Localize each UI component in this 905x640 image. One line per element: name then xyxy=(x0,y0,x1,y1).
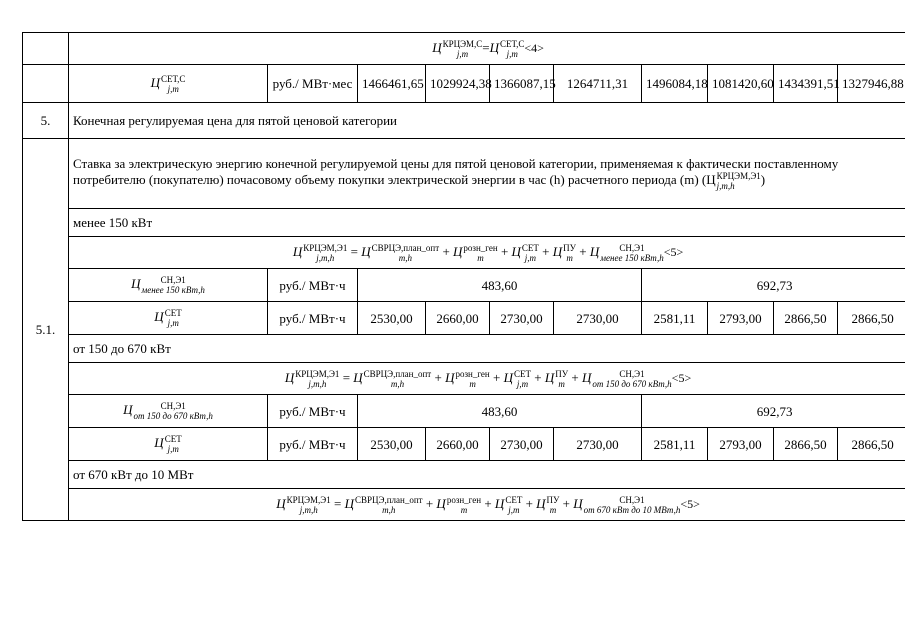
row-label: Ц СЕТ j,m xyxy=(69,302,268,335)
group-formula-row xyxy=(23,489,905,521)
row-label: Ц СЕТ,С j,m xyxy=(69,65,268,103)
tariff-table xyxy=(22,32,905,521)
value-cell: 2581,11 xyxy=(642,302,708,335)
group-formula: Ц КРЦЭМ,Э1 j,m,h = Ц СВРЦЭ,план_опт m,h + Ц розн_ген m + Ц СЕТ j,m + Ц ПУ m + Ц СН,Э1 от 150 до 670 кВт,h <5> xyxy=(69,363,905,395)
value-cell: 692,73 xyxy=(642,269,905,302)
value-cell: 2866,50 xyxy=(774,302,838,335)
row-label: Ц СЕТ j,m xyxy=(69,428,268,461)
value-cell: 1081420,60 xyxy=(708,65,774,103)
formula-top: Ц КРЦЭМ,С j,m =Ц СЕТ,С j,m <4> xyxy=(69,33,905,65)
group-title-row xyxy=(23,209,905,237)
group-formula: Ц КРЦЭМ,Э1 j,m,h = Ц СВРЦЭ,план_опт m,h + Ц розн_ген m + Ц СЕТ j,m + Ц ПУ m + Ц СН,Э1 от 670 кВт до 10 МВт,h <5> xyxy=(69,489,905,521)
value-cell: 1029924,38 xyxy=(426,65,490,103)
value-cell: 1434391,51 xyxy=(774,65,838,103)
row-cet-c xyxy=(23,65,905,103)
value-cell: 2730,00 xyxy=(490,302,554,335)
value-cell: 1264711,31 xyxy=(554,65,642,103)
unit-cell: руб./ МВт·ч xyxy=(268,428,358,461)
group-title: от 150 до 670 кВт xyxy=(69,335,905,363)
group-title: от 670 кВт до 10 МВт xyxy=(69,461,905,489)
value-cell: 1366087,15 xyxy=(490,65,554,103)
row-sn xyxy=(23,269,905,302)
section-5-1-row xyxy=(23,139,905,209)
value-cell: 2793,00 xyxy=(708,302,774,335)
value-cell: 1496084,18 xyxy=(642,65,708,103)
value-cell: 2866,50 xyxy=(838,428,905,461)
value-cell: 483,60 xyxy=(358,269,642,302)
group-title: менее 150 кВт xyxy=(69,209,905,237)
value-cell: 2530,00 xyxy=(358,302,426,335)
value-cell: 2793,00 xyxy=(708,428,774,461)
row-label: Ц СН,Э1 менее 150 кВт,h xyxy=(69,269,268,302)
unit-cell: руб./ МВт·мес xyxy=(268,65,358,103)
value-cell: 2730,00 xyxy=(554,302,642,335)
row-sn xyxy=(23,395,905,428)
group-formula: Ц КРЦЭМ,Э1 j,m,h = Ц СВРЦЭ,план_опт m,h + Ц розн_ген m + Ц СЕТ j,m + Ц ПУ m + Ц СН,Э1 менее 150 кВт,h <5> xyxy=(69,237,905,269)
value-cell: 2866,50 xyxy=(774,428,838,461)
num-cell-empty xyxy=(23,33,69,65)
value-cell: 1466461,65 xyxy=(358,65,426,103)
value-cell: 2866,50 xyxy=(838,302,905,335)
section-text: Ставка за электрическую энергию конечной регулируемой цены для пятой ценовой категории, применяемая к фактически поставленному потребителю (покупателю) почасовому объему покупки электрической энергии в час (h) расчетного периода (m) (Ц КРЦЭМ,Э1 j,m,h ) xyxy=(69,139,905,209)
row-label: Ц СН,Э1 от 150 до 670 кВт,h xyxy=(69,395,268,428)
row-cet xyxy=(23,428,905,461)
group-title-row xyxy=(23,461,905,489)
value-cell: 692,73 xyxy=(642,395,905,428)
row-cet xyxy=(23,302,905,335)
unit-cell: руб./ МВт·ч xyxy=(268,302,358,335)
value-cell: 2660,00 xyxy=(426,302,490,335)
group-formula-row xyxy=(23,237,905,269)
group-formula-row xyxy=(23,363,905,395)
unit-cell: руб./ МВт·ч xyxy=(268,269,358,302)
value-cell: 2730,00 xyxy=(490,428,554,461)
value-cell: 2660,00 xyxy=(426,428,490,461)
value-cell: 1327946,88 xyxy=(838,65,905,103)
value-cell: 2530,00 xyxy=(358,428,426,461)
section-number: 5.1. xyxy=(23,139,69,521)
value-cell: 483,60 xyxy=(358,395,642,428)
section-number: 5. xyxy=(23,103,69,139)
unit-cell: руб./ МВт·ч xyxy=(268,395,358,428)
group-title-row xyxy=(23,335,905,363)
section-title: Конечная регулируемая цена для пятой ценовой категории xyxy=(69,103,905,139)
value-cell: 2581,11 xyxy=(642,428,708,461)
formula-row-top xyxy=(23,33,905,65)
value-cell: 2730,00 xyxy=(554,428,642,461)
num-cell-empty xyxy=(23,65,69,103)
section-5-row xyxy=(23,103,905,139)
